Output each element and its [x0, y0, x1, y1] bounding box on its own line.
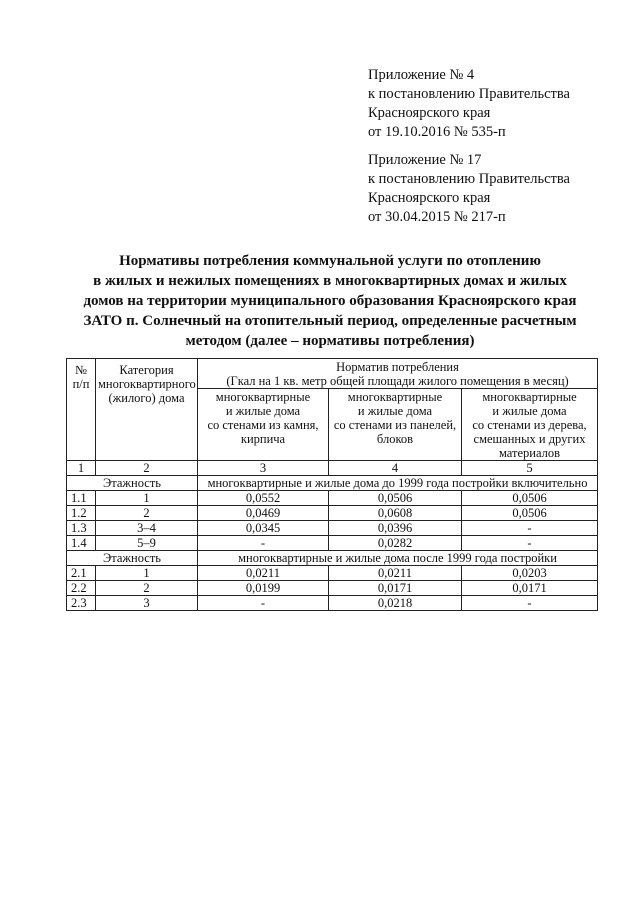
- header-panel-block-cell: [329, 389, 462, 461]
- row-category: 3–4: [96, 521, 198, 536]
- row-number: 1.3: [67, 521, 96, 536]
- title-line: домов на территории муниципального образования Красноярского края: [83, 293, 577, 309]
- row-category: 3: [96, 596, 198, 611]
- row-number: 2.2: [67, 581, 96, 596]
- column-number: 3: [198, 461, 329, 476]
- table-row: [67, 566, 598, 581]
- header-text: со стенами из дерева,: [472, 418, 587, 432]
- section-title: многоквартирные и жилые дома до 1999 года постройки включительно: [198, 476, 598, 491]
- value-panel-block: 0,0282: [329, 536, 462, 551]
- value-panel-block: 0,0396: [329, 521, 462, 536]
- column-number-row: [67, 461, 598, 476]
- header-wood-mixed-cell: [462, 389, 598, 461]
- table-row: [67, 581, 598, 596]
- appendix-original-reference: [368, 151, 628, 227]
- value-panel-block: 0,0506: [329, 491, 462, 506]
- header-norm-cell: [198, 359, 598, 389]
- value-stone-brick: -: [198, 596, 329, 611]
- value-stone-brick: 0,0211: [198, 566, 329, 581]
- header-text: со стенами из камня,: [207, 418, 319, 432]
- header-text: Категория: [119, 363, 174, 377]
- table-row: [67, 521, 598, 536]
- table-row: [67, 536, 598, 551]
- value-panel-block: 0,0218: [329, 596, 462, 611]
- appendix-current-reference: [368, 66, 628, 142]
- header-number-cell: [67, 359, 96, 461]
- value-wood-mixed: 0,0506: [462, 506, 598, 521]
- header-text: со стенами из панелей,: [333, 418, 457, 432]
- row-category: 1: [96, 491, 198, 506]
- column-number: 2: [96, 461, 198, 476]
- section-title: многоквартирные и жилые дома после 1999 года постройки: [198, 551, 598, 566]
- header-stone-brick-cell: [198, 389, 329, 461]
- header-text: Норматив потребления: [336, 360, 459, 374]
- title-line: Нормативы потребления коммунальной услуги по отоплению: [119, 253, 541, 269]
- value-panel-block: 0,0171: [329, 581, 462, 596]
- appendix-line: Приложение № 4: [368, 67, 475, 83]
- header-text: и жилые дома: [225, 404, 301, 418]
- column-number: 4: [329, 461, 462, 476]
- value-wood-mixed: -: [462, 521, 598, 536]
- section-label: Этажность: [67, 476, 198, 491]
- header-text: многоквартирные: [482, 390, 577, 404]
- row-category: 2: [96, 506, 198, 521]
- value-panel-block: 0,0211: [329, 566, 462, 581]
- appendix-line: к постановлению Правительства: [368, 86, 570, 102]
- value-stone-brick: 0,0345: [198, 521, 329, 536]
- header-category-cell: [96, 359, 198, 461]
- row-number: 1.4: [67, 536, 96, 551]
- header-text: материалов: [498, 446, 561, 460]
- title-line: методом (далее – нормативы потребления): [185, 333, 475, 349]
- table-row: [67, 491, 598, 506]
- value-wood-mixed: -: [462, 536, 598, 551]
- header-text: кирпича: [240, 432, 286, 446]
- value-stone-brick: -: [198, 536, 329, 551]
- title-line: ЗАТО п. Солнечный на отопительный период, определенные расчетным: [83, 313, 577, 329]
- header-text: (Гкал на 1 кв. метр общей площади жилого помещения в месяц): [226, 374, 569, 388]
- appendix-line: к постановлению Правительства: [368, 171, 570, 187]
- row-number: 2.1: [67, 566, 96, 581]
- table-row: [67, 596, 598, 611]
- header-text: многоквартирные: [347, 390, 443, 404]
- consumption-norms-table: [66, 358, 598, 611]
- appendix-line: Приложение № 17: [368, 152, 482, 168]
- header-text: смешанных и других: [473, 432, 586, 446]
- value-stone-brick: 0,0552: [198, 491, 329, 506]
- value-wood-mixed: -: [462, 596, 598, 611]
- section-header-row: [67, 476, 598, 491]
- column-number: 5: [462, 461, 598, 476]
- header-text: и жилые дома: [357, 404, 433, 418]
- header-text: многоквартирные: [215, 390, 311, 404]
- header-text: и жилые дома: [492, 404, 567, 418]
- row-number: 1.1: [67, 491, 96, 506]
- table-row: [67, 506, 598, 521]
- value-wood-mixed: 0,0171: [462, 581, 598, 596]
- appendix-line: от 30.04.2015 № 217-п: [368, 209, 506, 225]
- value-stone-brick: 0,0469: [198, 506, 329, 521]
- value-wood-mixed: 0,0203: [462, 566, 598, 581]
- column-number: 1: [67, 461, 96, 476]
- header-text: п/п: [72, 377, 90, 391]
- value-panel-block: 0,0608: [329, 506, 462, 521]
- row-number: 1.2: [67, 506, 96, 521]
- appendix-line: Красноярского края: [368, 105, 491, 121]
- value-wood-mixed: 0,0506: [462, 491, 598, 506]
- section-header-row: [67, 551, 598, 566]
- table-header-row: [67, 359, 598, 389]
- row-category: 1: [96, 566, 198, 581]
- header-text: блоков: [376, 432, 414, 446]
- header-text: №: [75, 363, 87, 377]
- row-category: 5–9: [96, 536, 198, 551]
- appendix-line: Красноярского края: [368, 190, 491, 206]
- document-title: [60, 251, 600, 351]
- header-text: многоквартирного: [98, 377, 196, 391]
- section-label: Этажность: [67, 551, 198, 566]
- row-category: 2: [96, 581, 198, 596]
- appendix-line: от 19.10.2016 № 535-п: [368, 124, 506, 140]
- header-text: (жилого) дома: [108, 391, 185, 405]
- row-number: 2.3: [67, 596, 96, 611]
- value-stone-brick: 0,0199: [198, 581, 329, 596]
- title-line: в жилых и нежилых помещениях в многоквартирных домах и жилых: [93, 273, 567, 289]
